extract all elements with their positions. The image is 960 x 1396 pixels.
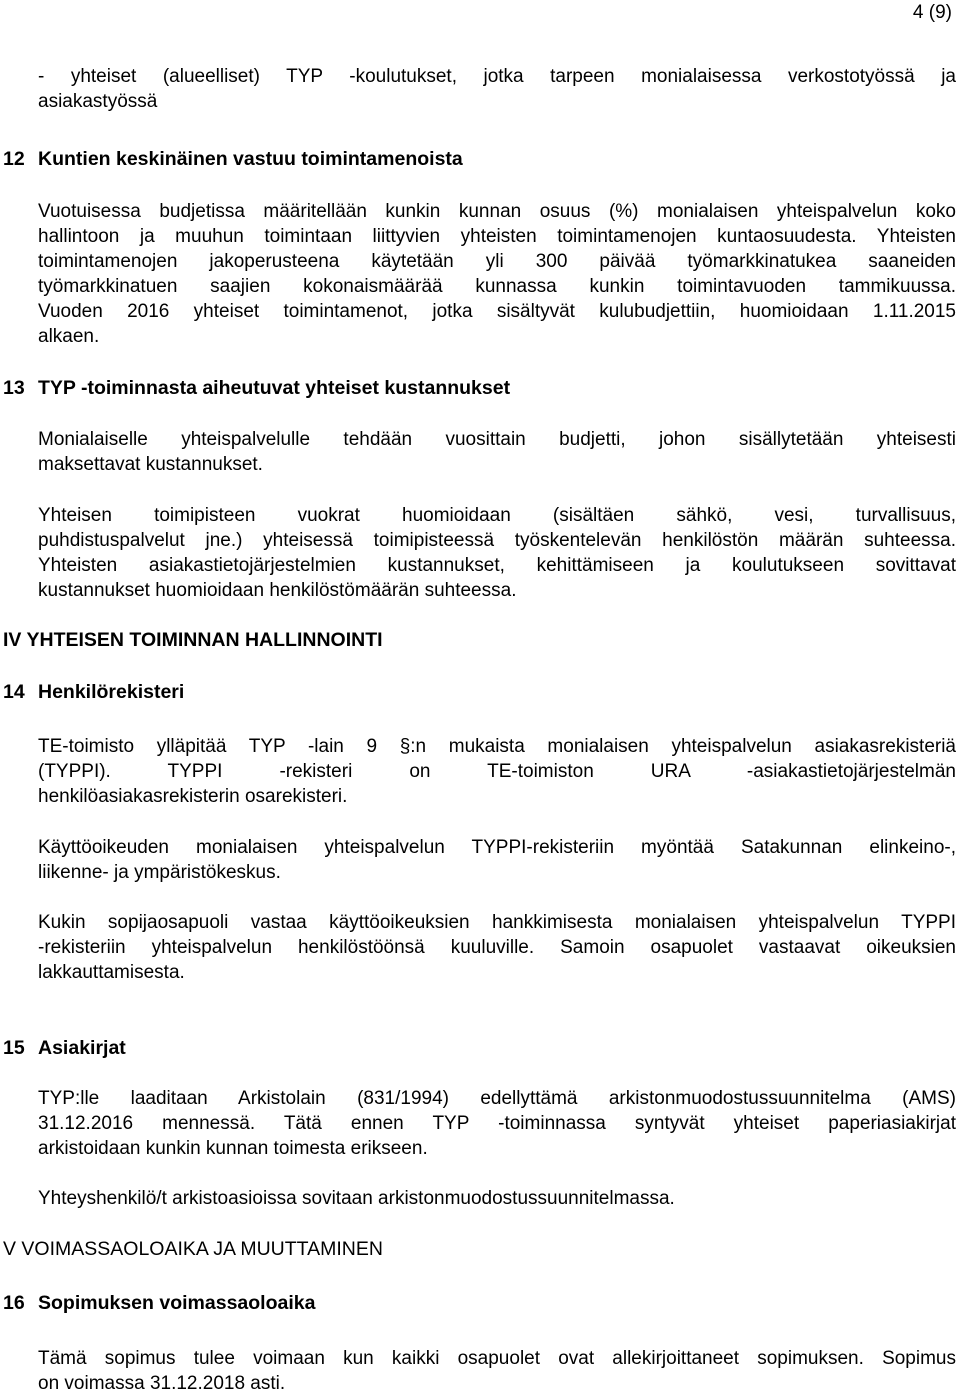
text-line: 31.12.2016 mennessä. Tätä ennen TYP -toiminnassa syntyvät yhteiset paperiasiakirjat [38, 1113, 956, 1134]
section-13-paragraph-1 [38, 427, 956, 477]
text-line: Monialaiselle yhteispalvelulle tehdään vuosittain budjetti, johon sisällytetään yhteisesti [38, 429, 956, 450]
text-line: Käyttöoikeuden monialaisen yhteispalvelun TYPPI-rekisteriin myöntää Satakunnan elinkeino-, [38, 837, 956, 858]
section-title: Sopimuksen voimassaoloaika [38, 1292, 316, 1314]
text-line: on voimassa 31.12.2018 asti. [38, 1373, 286, 1394]
section-number: 14 [3, 681, 25, 703]
text-line: kustannukset huomioidaan henkilöstömäärän suhteessa. [38, 580, 517, 601]
section-14-paragraph-1 [38, 734, 956, 809]
text-line: (TYPPI). TYPPI -rekisteri on TE-toimiston URA -asiakastietojärjestelmän [38, 761, 956, 782]
page-number: 4 (9) [912, 2, 952, 23]
part-iv-heading: IV YHTEISEN TOIMINNAN HALLINNOINTI [3, 629, 383, 651]
section-number: 13 [3, 377, 25, 399]
section-title: TYP -toiminnasta aiheutuvat yhteiset kustannukset [38, 377, 511, 399]
section-title: Kuntien keskinäinen vastuu toimintamenoista [38, 148, 463, 170]
section-16-heading [3, 1292, 315, 1315]
section-15-heading [3, 1037, 126, 1060]
section-14-paragraph-2 [38, 835, 956, 885]
text-line: henkilöasiakasrekisterin osarekisteri. [38, 786, 348, 807]
section-16-paragraph-1 [38, 1346, 956, 1396]
section-15-paragraph-2 [38, 1186, 956, 1211]
text-line: - yhteiset (alueelliset) TYP -koulutukset, jotka tarpeen monialaisessa verkostotyössä ja [38, 66, 956, 87]
text-line: alkaen. [38, 326, 100, 347]
text-line: -rekisteriin yhteispalvelun henkilöstöönsä kuuluville. Samoin osapuolet vastaavat oikeuksien [38, 937, 956, 958]
section-number: 12 [3, 148, 25, 170]
text-line: maksettavat kustannukset. [38, 454, 263, 475]
text-line: Tämä sopimus tulee voimaan kun kaikki osapuolet ovat allekirjoittaneet sopimuksen. Sopimus [38, 1348, 956, 1369]
text-line: asiakastyössä [38, 91, 158, 112]
section-12-heading [3, 148, 463, 171]
text-line: liikenne- ja ympäristökeskus. [38, 862, 281, 883]
section-number: 16 [3, 1292, 25, 1314]
text-line: toimintamenojen jakoperusteena käytetään yli 300 päivää työmarkkinatukea saaneiden [38, 251, 956, 272]
text-line: hallintoon ja muuhun toimintaan liittyvien yhteisten toimintamenojen kuntaosuudesta. Yhteisten [38, 226, 956, 247]
text-line: Yhteisen toimipisteen vuokrat huomioidaan (sisältäen sähkö, vesi, turvallisuus, [38, 505, 956, 526]
part-v-heading: V VOIMASSAOLOAIKA JA MUUTTAMINEN [3, 1238, 383, 1260]
text-line: puhdistuspalvelut jne.) yhteisessä toimipisteessä työskentelevän henkilöstön määrän suhteessa. [38, 530, 956, 551]
section-12-paragraph [38, 199, 956, 349]
section-13-paragraph-2 [38, 503, 956, 603]
text-line: arkistoidaan kunkin kunnan toimesta erikseen. [38, 1138, 428, 1159]
text-line: Vuotuisessa budjetissa määritellään kunkin kunnan osuus (%) monialaisen yhteispalvelun koko [38, 201, 956, 222]
text-line: lakkauttamisesta. [38, 962, 185, 983]
section-14-paragraph-3 [38, 910, 956, 985]
text-line: Kukin sopijaosapuoli vastaa käyttöoikeuksien hankkimisesta monialaisen yhteispalvelun TYPPI [38, 912, 956, 933]
section-13-heading [3, 377, 510, 400]
section-15-paragraph-1 [38, 1086, 956, 1161]
text-line: työmarkkinatuen saajien kokonaismäärää kunnassa kunkin toimintavuoden tammikuussa. [38, 276, 956, 297]
section-number: 15 [3, 1037, 25, 1059]
section-14-heading [3, 681, 184, 704]
text-line: TE-toimisto ylläpitää TYP -lain 9 §:n mukaista monialaisen yhteispalvelun asiakasrekisteriä [38, 736, 956, 757]
text-line: TYP:lle laaditaan Arkistolain (831/1994) edellyttämä arkistonmuodostussuunnitelma (AMS) [38, 1088, 956, 1109]
text-line: Yhteisten asiakastietojärjestelmien kustannukset, kehittämiseen ja koulutukseen sovittavat [38, 555, 956, 576]
text-line: Vuoden 2016 yhteiset toimintamenot, jotka sisältyvät kulubudjettiin, huomioidaan 1.11.2015 [38, 301, 956, 322]
section-title: Asiakirjat [38, 1037, 126, 1059]
text-line: Yhteyshenkilö/t arkistoasioissa sovitaan arkistonmuodostussuunnitelmassa. [38, 1188, 675, 1209]
section-title: Henkilörekisteri [38, 681, 185, 703]
intro-paragraph [38, 64, 956, 114]
